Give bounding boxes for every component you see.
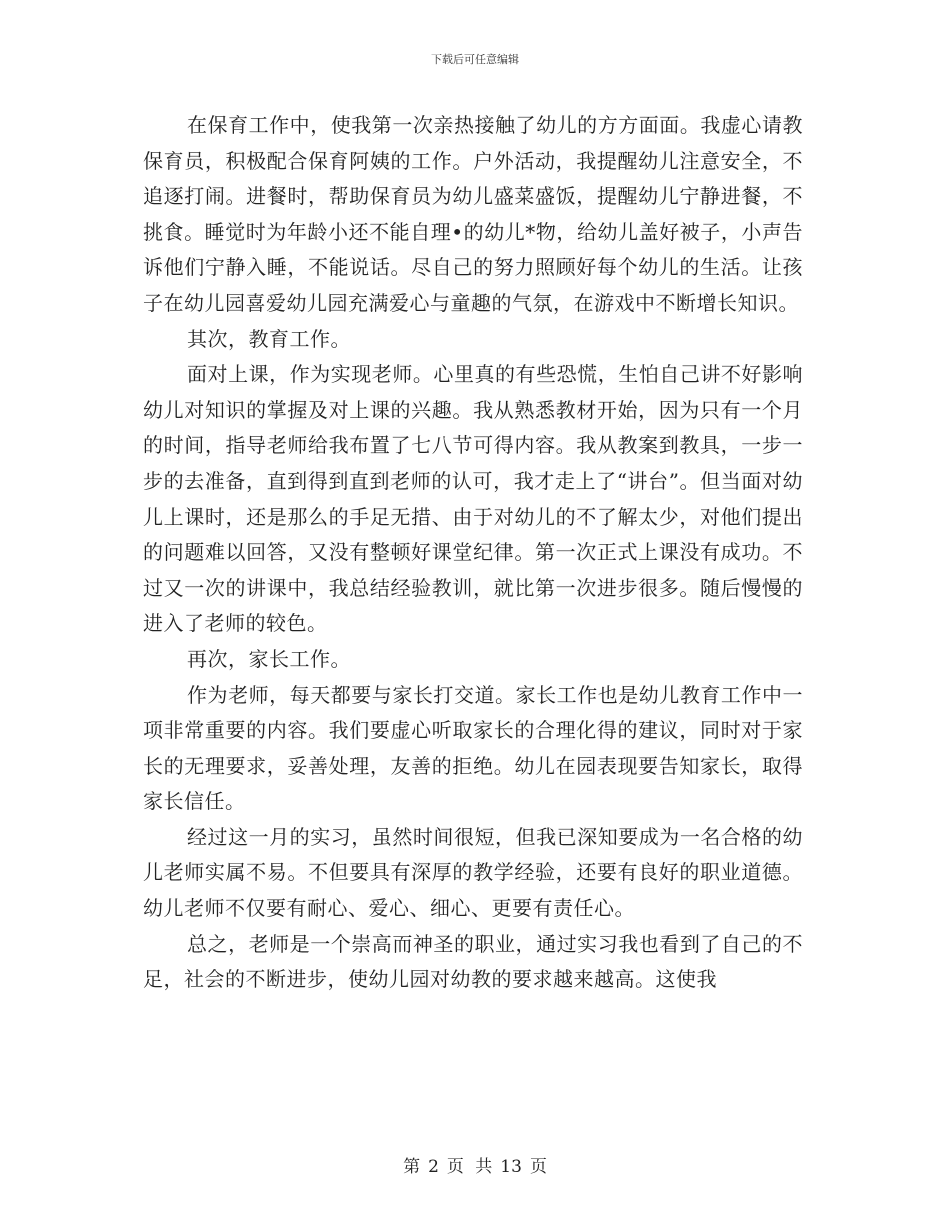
paragraph-heading-parents: 再次，家长工作。 — [187, 646, 351, 671]
paragraph-reflection: 经过这一月的实习，虽然时间很短，但我已深知要成为一名合格的幼儿老师实属不易。不但要具有深厚的教学经验，还要有良好的职业道德。幼儿老师不仅要有耐心、爱心、细心、更要有责任心。 — [143, 824, 803, 921]
footer-total-pages: 13 — [500, 1157, 522, 1177]
paragraph-parent-work: 作为老师，每天都要与家长打交道。家长工作也是幼儿教育工作中一项非常重要的内容。我们要虚心听取家长的合理化得的建议，同时对于家长的无理要求，妥善处理，友善的拒绝。幼儿在园表现要告知家长，取得家长信任。 — [143, 682, 803, 814]
footer-page-number: 2 — [428, 1157, 439, 1177]
paragraph-teaching: 面对上课，作为实现老师。心里真的有些恐慌，生怕自己讲不好影响幼儿对知识的掌握及对上课的兴趣。我从熟悉教材开始，因为只有一个月的时间，指导老师给我布置了七八节可得内容。我从教案到教具，一步一步的去准备，直到得到直到老师的认可，我才走上了“讲台”。但当面对幼儿上课时，还是那么的手足无措、由于对幼儿的不了解太少，对他们提出的问题难以回答，又没有整顿好课堂纪律。第一次正式上课没有成功。不过又一次的讲课中，我总结经验教训，就比第一次进步很多。随后慢慢的进入了老师的较色。 — [143, 362, 803, 636]
document-body — [143, 108, 803, 998]
footer-suffix: 页 — [529, 1157, 547, 1177]
footer-middle: 页 共 — [446, 1157, 493, 1177]
footer-prefix: 第 — [403, 1157, 421, 1177]
page-header: 下载后可任意编辑 — [431, 53, 519, 66]
page-footer — [0, 1155, 950, 1179]
paragraph-childcare-work: 在保育工作中，使我第一次亲热接触了幼儿的方方面面。我虚心请教保育员，积极配合保育阿姨的工作。户外活动，我提醒幼儿注意安全，不追逐打闹。进餐时，帮助保育员为幼儿盛菜盛饭，提醒幼儿宁静进餐，不挑食。睡觉时为年龄小还不能自理•的幼儿*物，给幼儿盖好被子，小声告诉他们宁静入睡，不能说话。尽自己的努力照顾好每个幼儿的生活。让孩子在幼儿园喜爱幼儿园充满爱心与童趣的气氛，在游戏中不断增长知识。 — [143, 113, 803, 315]
paragraph-heading-education: 其次，教育工作。 — [187, 326, 351, 351]
paragraph-conclusion: 总之，老师是一个崇高而神圣的职业，通过实习我也看到了自己的不足，社会的不断进步，使幼儿园对幼教的要求越来越高。这使我 — [143, 931, 803, 992]
